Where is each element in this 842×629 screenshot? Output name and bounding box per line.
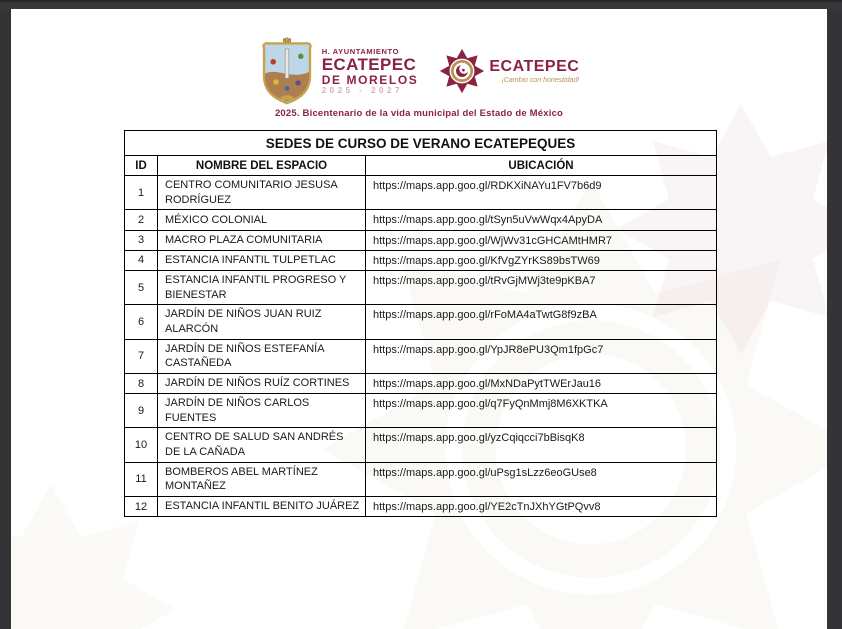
row-id: 6 (125, 305, 158, 339)
brand-tagline: ¡Cambio con honestidad! (501, 76, 580, 84)
sedes-table (124, 130, 717, 517)
row-maps-link[interactable]: https://maps.app.goo.gl/WjWv31cGHCAMtHMR7 (366, 230, 717, 250)
brand-text (489, 59, 579, 84)
row-id: 9 (125, 394, 158, 428)
column-header-id: ID (125, 156, 158, 176)
row-space-name: MACRO PLAZA COMUNITARIA (158, 230, 366, 250)
table-row (125, 428, 717, 462)
row-maps-link[interactable]: https://maps.app.goo.gl/tRvGjMWj3te9pKBA7 (366, 271, 717, 305)
brand-logo-group (439, 48, 579, 94)
row-maps-link[interactable]: https://maps.app.goo.gl/MxNDaPytTWErJau16 (366, 373, 717, 393)
row-id: 12 (125, 496, 158, 516)
table-title: SEDES DE CURSO DE VERANO ECATEPEQUES (125, 131, 717, 156)
municipal-header (11, 37, 827, 105)
row-space-name: ESTANCIA INFANTIL TULPETLAC (158, 250, 366, 270)
row-maps-link[interactable]: https://maps.app.goo.gl/uPsg1sLzz6eoGUse8 (366, 462, 717, 496)
column-header-nombre: NOMBRE DEL ESPACIO (158, 156, 366, 176)
row-space-name: JARDÍN DE NIÑOS CARLOS FUENTES (158, 394, 366, 428)
row-id: 7 (125, 339, 158, 373)
caption-years: 2025 - 2027 (321, 86, 403, 96)
row-space-name: CENTRO DE SALUD SAN ANDRÉS DE LA CAÑADA (158, 428, 366, 462)
row-id: 1 (125, 176, 158, 210)
caption-de-morelos: DE MORELOS (321, 72, 419, 87)
table-row (125, 271, 717, 305)
row-space-name: BOMBEROS ABEL MARTÍNEZ MONTAÑEZ (158, 462, 366, 496)
table-row (125, 339, 717, 373)
coat-of-arms-caption (322, 48, 419, 96)
row-maps-link[interactable]: https://maps.app.goo.gl/YpJR8ePU3Qm1fpGc7 (366, 339, 717, 373)
row-id: 3 (125, 230, 158, 250)
table-body (125, 176, 717, 517)
table-head-section (125, 131, 717, 176)
table-row (125, 210, 717, 230)
coat-of-arms-icon (259, 37, 315, 105)
table-title-row (125, 131, 717, 156)
table-row (125, 394, 717, 428)
column-header-ubicacion: UBICACIÓN (366, 156, 717, 176)
row-maps-link[interactable]: https://maps.app.goo.gl/KfVgZYrKS89bsTW69 (366, 250, 717, 270)
table-row (125, 496, 717, 516)
row-space-name: MÉXICO COLONIAL (158, 210, 366, 230)
table-row (125, 305, 717, 339)
row-id: 11 (125, 462, 158, 496)
table-row (125, 462, 717, 496)
row-maps-link[interactable]: https://maps.app.goo.gl/tSyn5uVwWqx4ApyDA (366, 210, 717, 230)
row-id: 10 (125, 428, 158, 462)
caption-ayuntamiento: H. AYUNTAMIENTO (321, 47, 400, 57)
row-space-name: JARDÍN DE NIÑOS ESTEFANÍA CASTAÑEDA (158, 339, 366, 373)
table-row (125, 176, 717, 210)
row-space-name: JARDÍN DE NIÑOS JUAN RUIZ ALARCÓN (158, 305, 366, 339)
row-space-name: ESTANCIA INFANTIL PROGRESO Y BIENESTAR (158, 271, 366, 305)
document-page (11, 9, 827, 629)
viewer-top-bar (0, 0, 842, 9)
brand-name: ECATEPEC (489, 57, 580, 75)
table-row (125, 230, 717, 250)
row-maps-link[interactable]: https://maps.app.goo.gl/q7FyQnMmj8M6XKTKA (366, 394, 717, 428)
row-space-name: JARDÍN DE NIÑOS RUÍZ CORTINES (158, 373, 366, 393)
row-maps-link[interactable]: https://maps.app.goo.gl/rFoMA4aTwtG8f9zBA (366, 305, 717, 339)
caption-ecatepec: ECATEPEC (321, 55, 417, 75)
table-header-row (125, 156, 717, 176)
row-space-name: ESTANCIA INFANTIL BENITO JUÁREZ (158, 496, 366, 516)
row-maps-link[interactable]: https://maps.app.goo.gl/RDKXiNAYu1FV7b6d9 (366, 176, 717, 210)
table-row (125, 373, 717, 393)
row-id: 4 (125, 250, 158, 270)
flower-logo-icon (439, 48, 485, 94)
row-id: 2 (125, 210, 158, 230)
table-row (125, 250, 717, 270)
row-maps-link[interactable]: https://maps.app.goo.gl/YE2cTnJXhYGtPQvv8 (366, 496, 717, 516)
row-id: 8 (125, 373, 158, 393)
row-maps-link[interactable]: https://maps.app.goo.gl/yzCqiqcci7bBisqK8 (366, 428, 717, 462)
bicentenario-banner: 2025. Bicentenario de la vida municipal del Estado de México (274, 108, 564, 119)
row-space-name: CENTRO COMUNITARIO JESUSA RODRÍGUEZ (158, 176, 366, 210)
row-id: 5 (125, 271, 158, 305)
